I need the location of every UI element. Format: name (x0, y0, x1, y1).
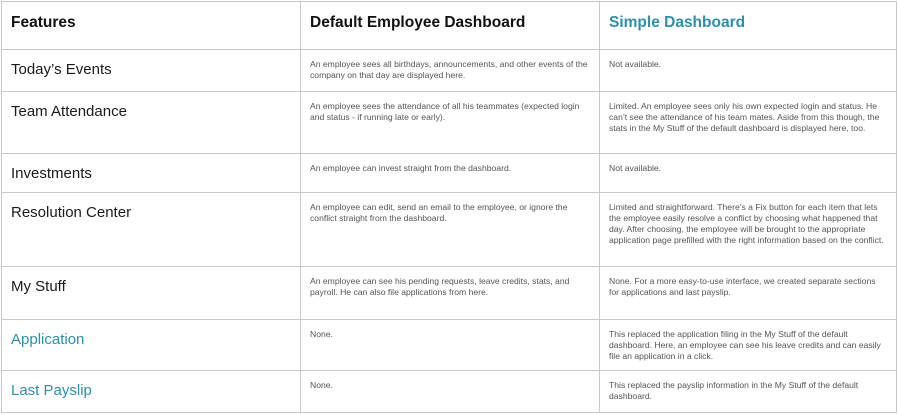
feature-name: Team Attendance (11, 103, 127, 120)
feature-name: My Stuff (11, 278, 66, 295)
feature-cell (2, 371, 301, 413)
feature-cell (2, 154, 301, 193)
simple-cell (600, 371, 897, 413)
feature-name: Last Payslip (11, 382, 92, 399)
default-cell (301, 154, 600, 193)
default-description: An employee sees the attendance of all his teammates (expected login and status - if running late or early). (310, 101, 580, 122)
feature-name: Resolution Center (11, 204, 132, 221)
feature-cell (2, 320, 301, 371)
header-simple-dashboard: Simple Dashboard (609, 14, 746, 31)
default-description: An employee can edit, send an email to the employee, or ignore the conflict straight from the dashboard. (310, 202, 568, 223)
default-description: An employee can see his pending requests, leave credits, stats, and payroll. He can also file applications from here. (310, 276, 570, 297)
feature-cell (2, 92, 301, 154)
simple-description: None. For a more easy-to-use interface, we created separate sections for applications and last payslip. (609, 276, 876, 297)
default-cell (301, 92, 600, 154)
simple-cell (600, 320, 897, 371)
header-features-cell (2, 2, 301, 50)
simple-description: This replaced the application filing in the My Stuff of the default dashboard. Here, an employee can see his leave credits and can easily file an application in a click. (609, 329, 881, 361)
table-row (2, 92, 897, 154)
feature-cell (2, 193, 301, 267)
simple-cell (600, 154, 897, 193)
feature-cell (2, 50, 301, 92)
table-row (2, 320, 897, 371)
simple-description: Limited. An employee sees only his own expected login and status. He can’t see the attendance of his team mates. Aside from this though, the stats in the My Stuff of the default dashboard is displayed here, too. (609, 101, 880, 133)
table-row (2, 154, 897, 193)
simple-description: Limited and straightforward. There’s a Fix button for each item that lets the employee easily resolve a conflict by choosing what happened that day. After choosing, the employee will be brought to the appropriate application page prefilled with the right information based on the conflict. (609, 202, 884, 245)
default-cell (301, 320, 600, 371)
header-features: Features (11, 14, 76, 31)
default-cell (301, 50, 600, 92)
simple-description: Not available. (609, 59, 662, 69)
table-row (2, 50, 897, 92)
default-cell (301, 371, 600, 413)
header-default-cell (301, 2, 600, 50)
feature-name: Application (11, 331, 85, 348)
default-description: An employee sees all birthdays, announcements, and other events of the company on that day are displayed here. (310, 59, 588, 80)
simple-cell (600, 92, 897, 154)
comparison-table (1, 1, 897, 413)
default-cell (301, 267, 600, 320)
table-row (2, 267, 897, 320)
table-row (2, 371, 897, 413)
default-description: None. (310, 329, 333, 339)
feature-name: Today’s Events (11, 61, 112, 78)
default-description: None. (310, 380, 333, 390)
simple-cell (600, 267, 897, 320)
header-row (2, 2, 897, 50)
feature-cell (2, 267, 301, 320)
default-cell (301, 193, 600, 267)
feature-name: Investments (11, 165, 92, 182)
header-simple-cell (600, 2, 897, 50)
simple-description: This replaced the payslip information in the My Stuff of the default dashboard. (609, 380, 859, 401)
simple-description: Not available. (609, 163, 662, 173)
table-row (2, 193, 897, 267)
simple-cell (600, 193, 897, 267)
header-default-dashboard: Default Employee Dashboard (310, 14, 526, 31)
simple-cell (600, 50, 897, 92)
default-description: An employee can invest straight from the dashboard. (310, 163, 512, 173)
